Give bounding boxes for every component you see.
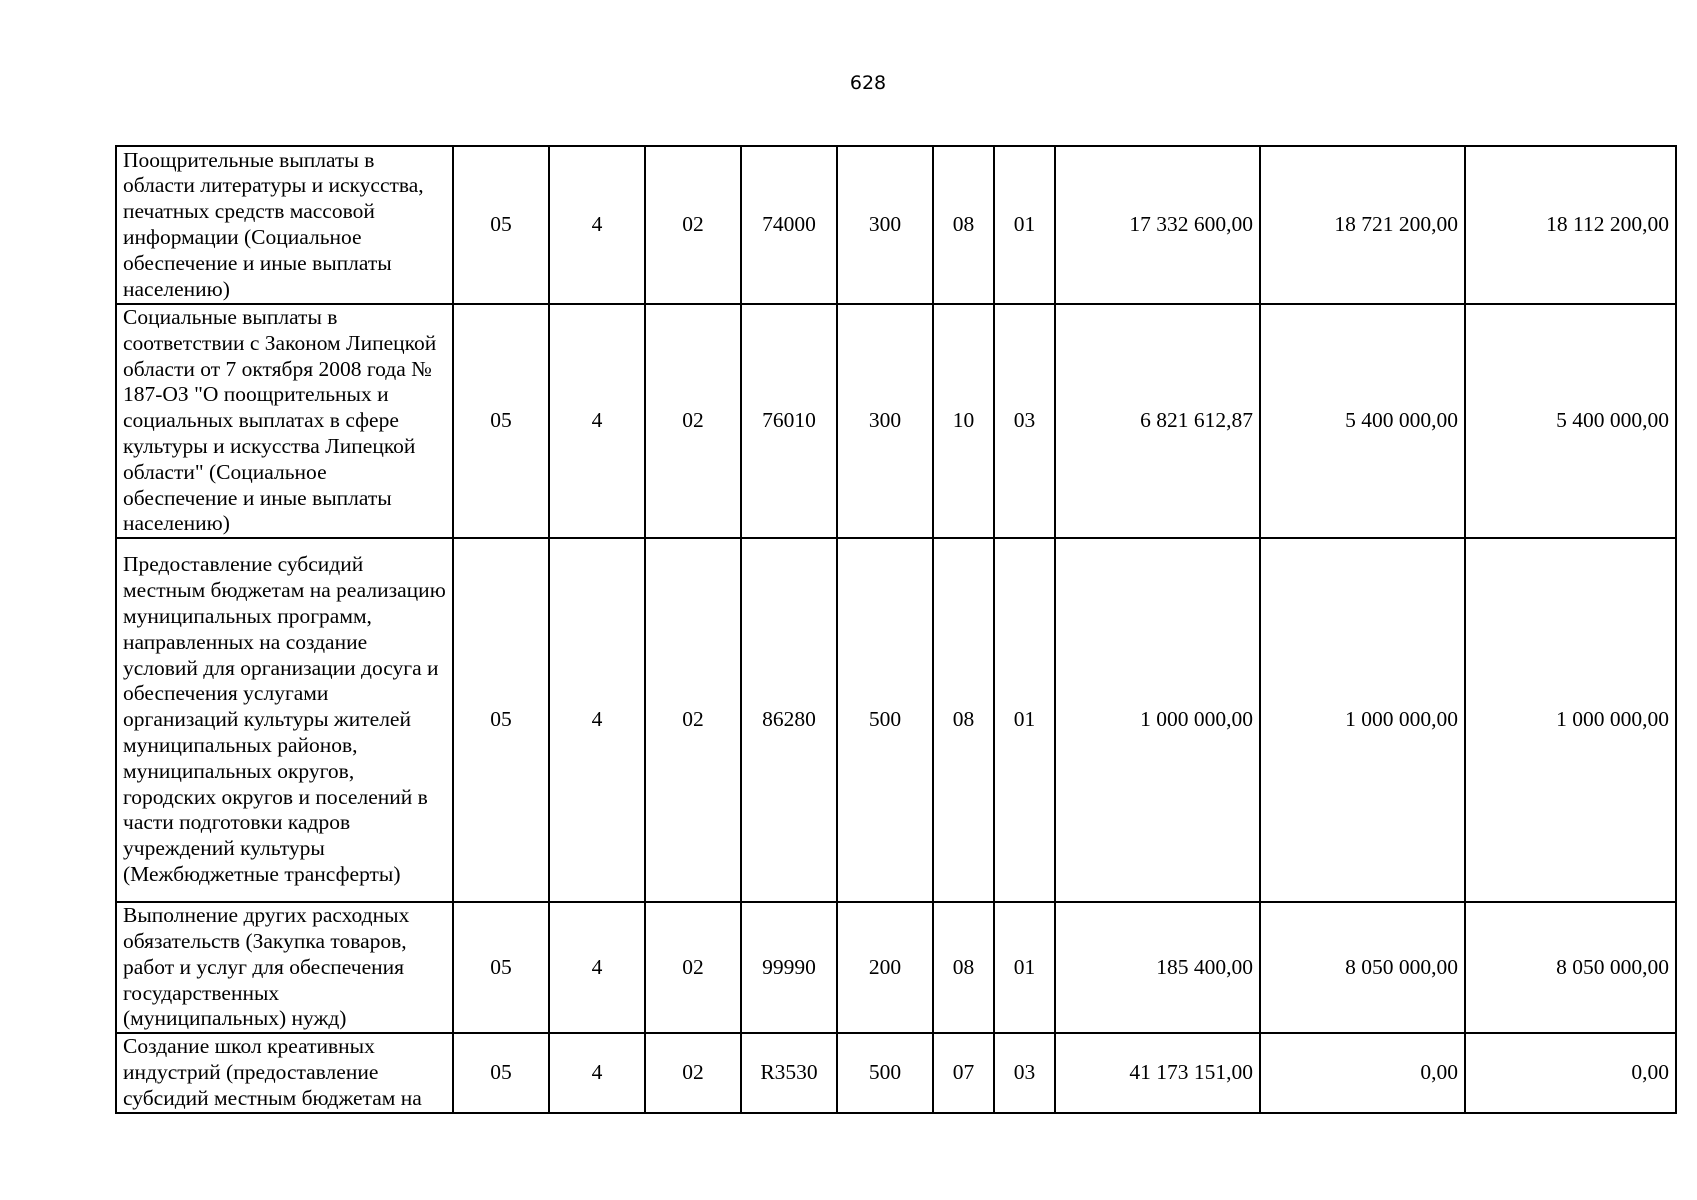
amount-year-3: 1 000 000,00 xyxy=(1465,538,1676,902)
section-code: 10 xyxy=(933,304,994,538)
amount-year-1: 1 000 000,00 xyxy=(1055,538,1260,902)
table-row xyxy=(116,146,1676,304)
expense-type-code: 200 xyxy=(837,902,933,1033)
expense-type-code: 500 xyxy=(837,1033,933,1113)
table-row xyxy=(116,538,1676,902)
subsection-code: 03 xyxy=(994,1033,1055,1113)
subsection-code: 03 xyxy=(994,304,1055,538)
program-code: 05 xyxy=(453,1033,549,1113)
subsection-code: 01 xyxy=(994,146,1055,304)
amount-year-3: 8 050 000,00 xyxy=(1465,902,1676,1033)
main-event-code: 02 xyxy=(645,1033,741,1113)
budget-table xyxy=(115,145,1677,1114)
program-code: 05 xyxy=(453,902,549,1033)
amount-year-1: 185 400,00 xyxy=(1055,902,1260,1033)
amount-year-2: 18 721 200,00 xyxy=(1260,146,1465,304)
main-event-code: 02 xyxy=(645,304,741,538)
subsection-code: 01 xyxy=(994,538,1055,902)
amount-year-1: 6 821 612,87 xyxy=(1055,304,1260,538)
subprogram-code: 4 xyxy=(549,1033,645,1113)
subprogram-code: 4 xyxy=(549,146,645,304)
direction-code: 99990 xyxy=(741,902,837,1033)
expense-type-code: 300 xyxy=(837,304,933,538)
row-description: Предоставление субсидий местным бюджетам на реализацию муниципальных программ, направленных на создание условий для организации досуга и обеспечения услугами организаций культуры жителей муниципальных районов, муниципальных округов, городских округов и поселений в части подготовки кадров учреждений культуры (Межбюджетные трансферты) xyxy=(116,538,453,902)
table-row xyxy=(116,902,1676,1033)
row-description: Выполнение других расходных обязательств (Закупка товаров, работ и услуг для обеспечения государственных (муниципальных) нужд) xyxy=(116,902,453,1033)
direction-code: 76010 xyxy=(741,304,837,538)
section-code: 07 xyxy=(933,1033,994,1113)
row-description: Социальные выплаты в соответствии с Законом Липецкой области от 7 октября 2008 года № 187-ОЗ "О поощрительных и социальных выплатах в сфере культуры и искусства Липецкой области" (Социальное обеспечение и иные выплаты населению) xyxy=(116,304,453,538)
amount-year-1: 17 332 600,00 xyxy=(1055,146,1260,304)
main-event-code: 02 xyxy=(645,146,741,304)
subprogram-code: 4 xyxy=(549,538,645,902)
row-description: Поощрительные выплаты в области литературы и искусства, печатных средств массовой информации (Социальное обеспечение и иные выплаты населению) xyxy=(116,146,453,304)
expense-type-code: 300 xyxy=(837,146,933,304)
amount-year-2: 8 050 000,00 xyxy=(1260,902,1465,1033)
amount-year-3: 18 112 200,00 xyxy=(1465,146,1676,304)
amount-year-1: 41 173 151,00 xyxy=(1055,1033,1260,1113)
main-event-code: 02 xyxy=(645,538,741,902)
program-code: 05 xyxy=(453,146,549,304)
table-row xyxy=(116,1033,1676,1113)
direction-code: 74000 xyxy=(741,146,837,304)
row-description: Создание школ креативных индустрий (предоставление субсидий местным бюджетам на xyxy=(116,1033,453,1113)
subsection-code: 01 xyxy=(994,902,1055,1033)
section-code: 08 xyxy=(933,146,994,304)
amount-year-2: 5 400 000,00 xyxy=(1260,304,1465,538)
main-event-code: 02 xyxy=(645,902,741,1033)
table-row xyxy=(116,304,1676,538)
amount-year-3: 0,00 xyxy=(1465,1033,1676,1113)
page-number: 628 xyxy=(849,72,887,94)
amount-year-2: 1 000 000,00 xyxy=(1260,538,1465,902)
direction-code: 86280 xyxy=(741,538,837,902)
section-code: 08 xyxy=(933,538,994,902)
direction-code: R3530 xyxy=(741,1033,837,1113)
expense-type-code: 500 xyxy=(837,538,933,902)
subprogram-code: 4 xyxy=(549,304,645,538)
amount-year-3: 5 400 000,00 xyxy=(1465,304,1676,538)
amount-year-2: 0,00 xyxy=(1260,1033,1465,1113)
program-code: 05 xyxy=(453,304,549,538)
section-code: 08 xyxy=(933,902,994,1033)
program-code: 05 xyxy=(453,538,549,902)
subprogram-code: 4 xyxy=(549,902,645,1033)
